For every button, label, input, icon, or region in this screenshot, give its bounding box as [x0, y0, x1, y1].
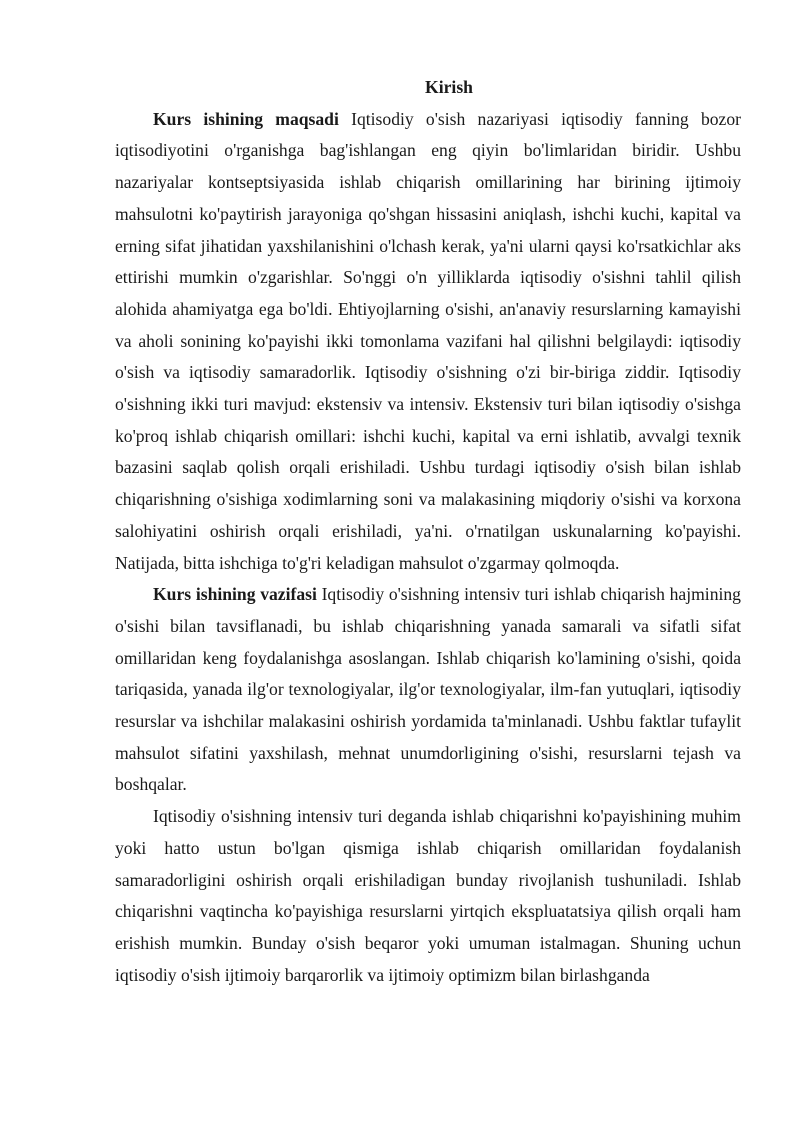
- paragraph-lead: Kurs ishining vazifasi: [153, 584, 317, 605]
- paragraph-text: Iqtisodiy o'sishning intensiv turi ishlab chiqarish hajmining o'sishi bilan tavsiflanadi, bu ishlab chiqarishning yanada samarali va sifatli sifat omillaridan keng foydalanishga asoslangan. Ishlab chiqarish ko'lamining o'sishi, qoida tariqasida, yanada ilg'or texnologiyalar, ilg'or texnologiyalar, ilm-fan yutuqlari, iqtisodiy resurslar va ishchilar malakasini oshirish yordamida ta'minlanadi. Ushbu faktlar tufaylit mahsulot sifatini yaxshilash, mehnat unumdorligining o'sishi, resurslarni tejash va boshqalar.: [115, 584, 741, 795]
- paragraph-intensiv: [115, 801, 741, 991]
- paragraph-text: Iqtisodiy o'sish nazariyasi iqtisodiy fanning bozor iqtisodiyotini o'rganishga bag'ishlangan eng qiyin bo'limlaridan biridir. Ushbu nazariyalar kontseptsiyasida ishlab chiqarish omillarining har birining ijtimoiy mahsulotni ko'paytirish jarayoniga qo'shgan hissasini aniqlash, ishchi kuchi, kapital va erning sifat jihatidan yaxshilanishini o'lchash kerak, ya'ni ularni qaysi ko'rsatkichlar aks ettirishi mumkin o'zgarishlar. So'nggi o'n yilliklarda iqtisodiy o'sishni tahlil qilish alohida ahamiyatga ega bo'ldi. Ehtiyojlarning o'sishi, an'anaviy resurslarning kamayishi va aholi sonining ko'payishi ikki tomonlama vazifani hal qilishni belgilaydi: iqtisodiy o'sish va iqtisodiy samaradorlik. Iqtisodiy o'sishning o'zi bir-biriga ziddir. Iqtisodiy o'sishning ikki turi mavjud: ekstensiv va intensiv. Ekstensiv turi bilan iqtisodiy o'sishga ko'proq ishlab chiqarish omillari: ishchi kuchi, kapital va erni ishlatib, avvalgi texnik bazasini saqlab qolish orqali erishiladi. Ushbu turdagi iqtisodiy o'sish bilan ishlab chiqarishning o'sishiga xodimlarning soni va malakasining miqdoriy o'sishi va korxona salohiyatini oshirish orqali erishiladi, ya'ni. o'rnatilgan uskunalarning ko'payishi. Natijada, bitta ishchiga to'g'ri keladigan mahsulot o'zgarmay qolmoqda.: [115, 108, 741, 573]
- document-body: [115, 72, 741, 991]
- paragraph-maqsadi: [115, 104, 741, 580]
- paragraph-lead: Kurs ishining maqsadi: [153, 108, 339, 129]
- paragraph-text: Iqtisodiy o'sishning intensiv turi deganda ishlab chiqarishni ko'payishining muhim yoki hatto ustun bo'lgan qismiga ishlab chiqarish omillaridan foydalanish samaradorligini oshirish orqali erishiladigan bunday rivojlanish tushuniladi. Ishlab chiqarishni vaqtincha ko'payishiga resurslarni yirtqich ekspluatatsiya qilish orqali ham erishish mumkin. Bunday o'sish beqaror yoki umuman istalmagan. Shuning uchun iqtisodiy o'sish ijtimoiy barqarorlik va ijtimoiy optimizm bilan birlashganda: [115, 806, 741, 985]
- paragraph-vazifasi: [115, 579, 741, 801]
- page-title: Kirish: [425, 77, 473, 97]
